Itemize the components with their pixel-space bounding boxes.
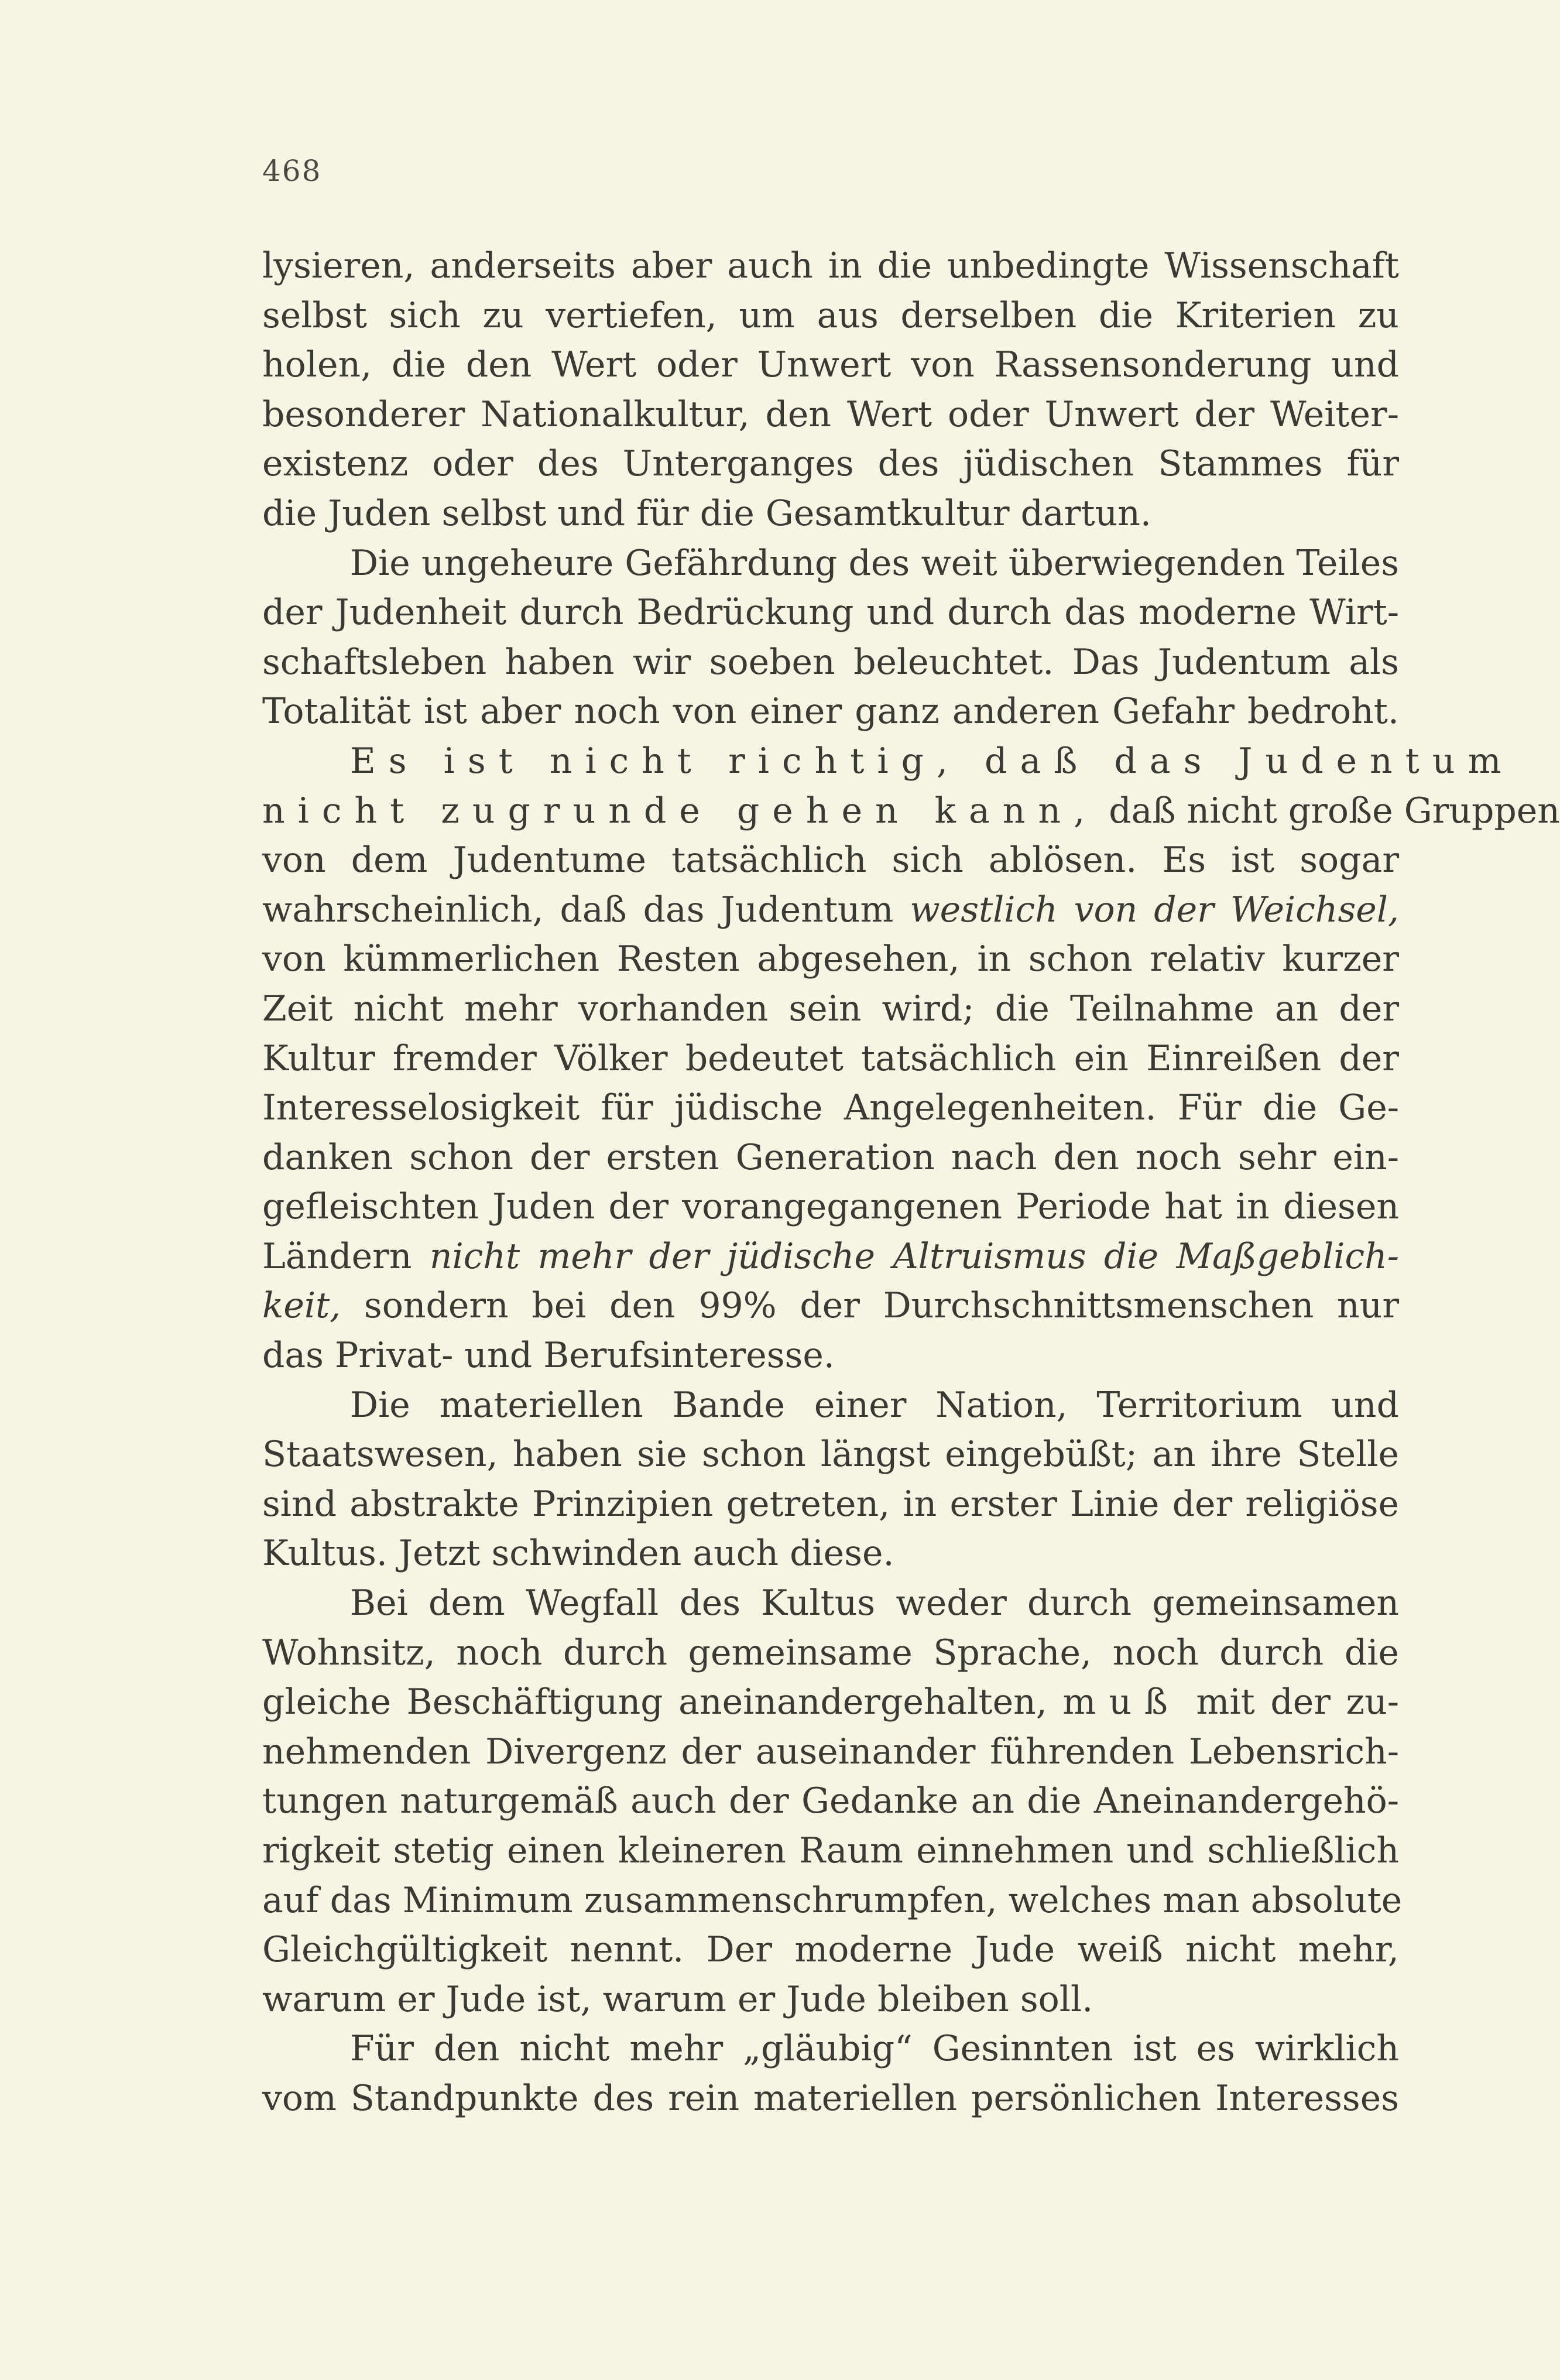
text-segment: nehmenden Divergenz der auseinander führenden Lebensrich- (262, 1731, 1399, 1772)
italic-text: keit, (262, 1285, 341, 1327)
text-segment: lysieren, anderseits aber auch in die unbedingte Wissenschaft (262, 245, 1399, 286)
text-segment: Wohnsitz, noch durch gemeinsame Sprache, noch durch die (262, 1632, 1399, 1673)
text-line (262, 1529, 1399, 1578)
text-line (262, 390, 1399, 440)
text-line (262, 835, 1399, 885)
text-segment: besonderer Nationalkultur, den Wert oder Unwert der Weiter- (262, 393, 1399, 435)
text-line (262, 1381, 1399, 1430)
text-line (262, 2074, 1399, 2124)
text-segment: Bei dem Wegfall des Kultus weder durch gemeinsamen (350, 1583, 1399, 1624)
text-segment: sind abstrakte Prinzipien getreten, in erster Linie der religiöse (262, 1483, 1399, 1525)
text-segment: der Judenheit durch Bedrückung und durch das moderne Wirt- (262, 592, 1399, 633)
text-line (262, 737, 1514, 786)
text-line (262, 241, 1399, 291)
text-line (262, 1480, 1399, 1529)
text-line (262, 1677, 1399, 1727)
spaced-emphasis-text: Es ist nicht richtig, daß das Judentum (350, 740, 1514, 782)
text-line (262, 687, 1399, 737)
text-line (262, 1133, 1399, 1183)
text-line (262, 885, 1399, 935)
text-segment: Zeit nicht mehr vorhanden sein wird; die Teilnahme an der (262, 988, 1399, 1029)
text-line (262, 291, 1399, 341)
italic-text: westlich von der Weichsel, (910, 889, 1400, 930)
text-line (262, 489, 1399, 539)
text-segment: tungen naturgemäß auch der Gedanke an die Aneinandergehö- (262, 1780, 1399, 1822)
text-segment: die Juden selbst und für die Gesamtkultur dartun. (262, 492, 1151, 534)
text-line (262, 1975, 1399, 2025)
text-segment: Totalität ist aber noch von einer ganz anderen Gefahr bedroht. (262, 691, 1399, 732)
text-segment: Staatswesen, haben sie schon längst eingebüßt; an ihre Stelle (262, 1434, 1399, 1475)
text-segment: existenz oder des Unterganges des jüdischen Stammes für (262, 443, 1399, 485)
page-number: 468 (262, 154, 322, 188)
text-segment: selbst sich zu vertiefen, um aus derselben die Kriterien zu (262, 294, 1399, 336)
text-segment: wahrscheinlich, daß das Judentum (262, 889, 910, 930)
text-line (262, 439, 1399, 489)
text-segment: danken schon der ersten Generation nach den noch sehr ein- (262, 1136, 1399, 1178)
text-segment: mit der zu- (1181, 1682, 1399, 1723)
text-segment: sondern bei den 99% der Durchschnittsmenschen nur (341, 1285, 1399, 1327)
text-segment: vom Standpunkte des rein materiellen persönlichen Interesses (262, 2077, 1399, 2119)
text-segment: warum er Jude ist, warum er Jude bleiben soll. (262, 1978, 1093, 2020)
text-line (262, 786, 1560, 836)
text-line (262, 588, 1399, 638)
text-line (262, 1331, 1399, 1381)
text-segment: Für den nicht mehr „gläubig“ Gesinnten ist es wirklich (350, 2028, 1399, 2070)
text-segment: auf das Minimum zusammenschrumpfen, welches man absolute (262, 1879, 1403, 1921)
text-line (262, 340, 1399, 390)
italic-text: nicht mehr der jüdische Altruismus die Maßgeblich- (429, 1235, 1399, 1277)
text-segment: gefleischten Juden der vorangegangenen Periode hat in diesen (262, 1186, 1399, 1228)
text-segment: schaftsleben haben wir soeben beleuchtet. Das Judentum als (262, 641, 1399, 683)
text-line (262, 1034, 1399, 1084)
text-line (262, 984, 1399, 1034)
text-segment: Kultus. Jetzt schwinden auch diese. (262, 1533, 894, 1574)
text-line (262, 1578, 1399, 1628)
spaced-emphasis-text: muß (1062, 1682, 1181, 1723)
text-segment: von dem Judentume tatsächlich sich ablösen. Es ist sogar (262, 840, 1399, 881)
text-line (262, 2024, 1399, 2074)
text-line (262, 1628, 1399, 1678)
text-segment: rigkeit stetig einen kleineren Raum einnehmen und schließlich (262, 1830, 1399, 1871)
text-segment: Interesselosigkeit für jüdische Angelegenheiten. Für die Ge- (262, 1087, 1399, 1129)
text-segment: Die materiellen Bande einer Nation, Territorium und (350, 1384, 1399, 1426)
text-line (262, 1430, 1399, 1480)
text-line (262, 1182, 1399, 1232)
text-segment: Ländern (262, 1235, 430, 1277)
text-line (262, 1083, 1399, 1133)
text-line (262, 539, 1399, 588)
text-segment: Die ungeheure Gefährdung des weit überwiegenden Teiles (350, 542, 1399, 584)
text-line (262, 934, 1399, 984)
text-line (262, 1281, 1399, 1331)
text-segment: holen, die den Wert oder Unwert von Rassensonderung und (262, 344, 1399, 386)
text-line (262, 1925, 1399, 1975)
text-segment: Gleichgültigkeit nennt. Der moderne Jude weiß nicht mehr, (262, 1929, 1399, 1971)
text-segment: von kümmerlichen Resten abgesehen, in schon relativ kurzer (262, 939, 1399, 980)
text-segment: Kultur fremder Völker bedeutet tatsächlich ein Einreißen der (262, 1037, 1399, 1079)
text-segment: gleiche Beschäftigung aneinandergehalten, (262, 1682, 1063, 1723)
text-line (262, 1776, 1399, 1826)
body-text (262, 241, 1560, 2124)
text-line (262, 638, 1399, 687)
text-line (262, 1232, 1399, 1282)
text-line (262, 1876, 1403, 1926)
text-line (262, 1826, 1399, 1876)
text-segment: das Privat- und Berufsinteresse. (262, 1335, 835, 1376)
text-segment: daß nicht große Gruppen (1098, 790, 1560, 831)
spaced-emphasis-text: nicht zugrunde gehen kann, (262, 790, 1098, 831)
text-line (262, 1727, 1399, 1777)
